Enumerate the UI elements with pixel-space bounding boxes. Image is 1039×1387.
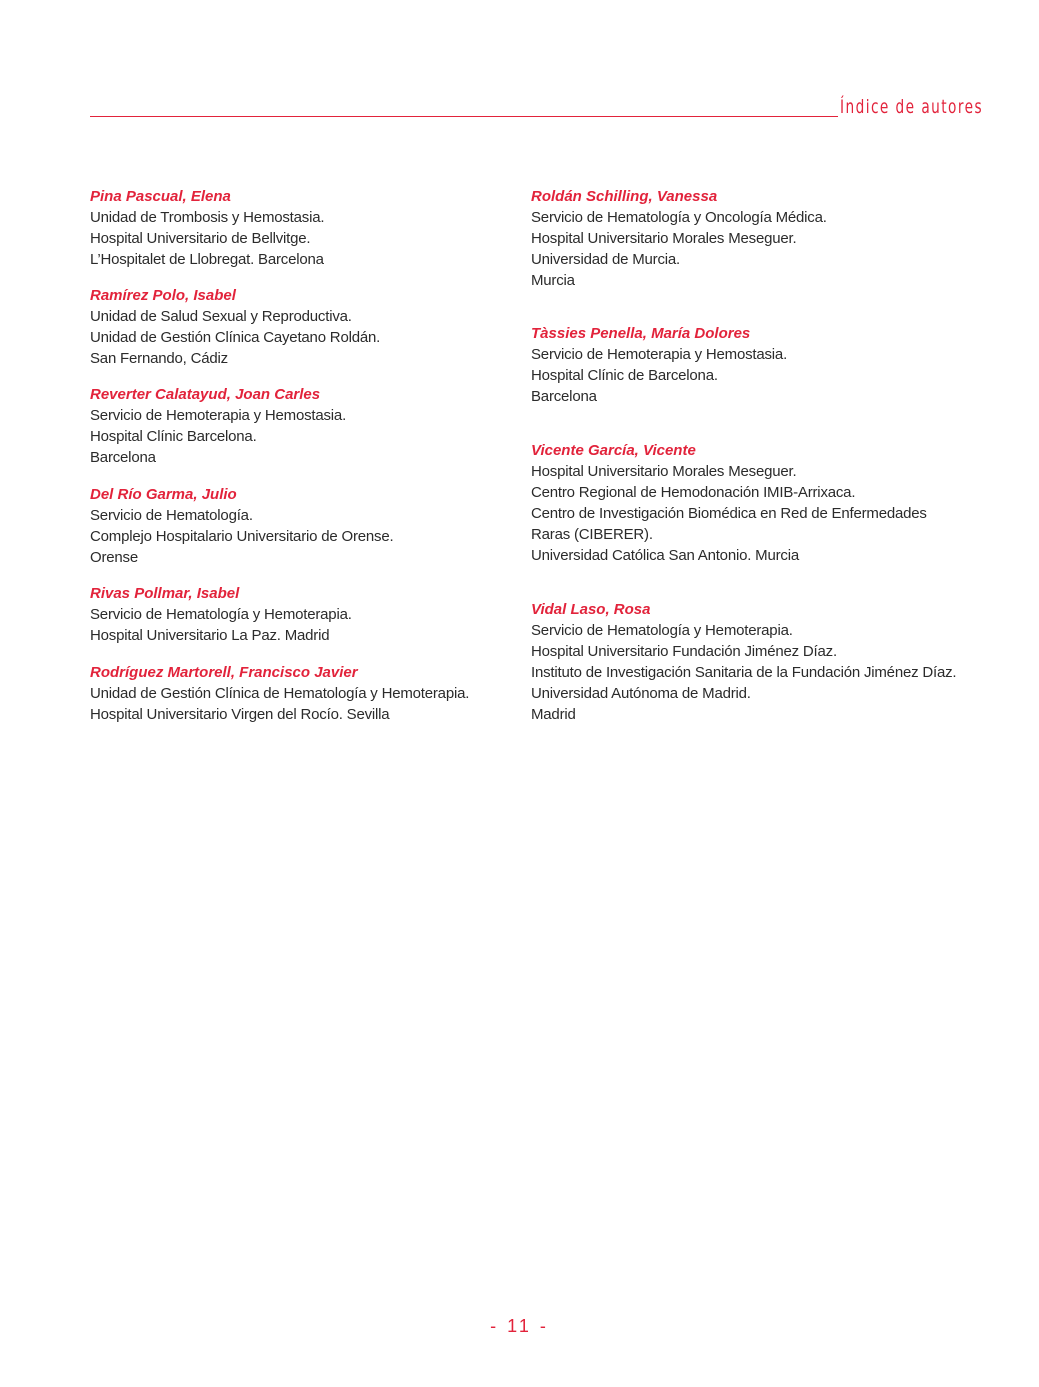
- author-name: Tàssies Penella, María Dolores: [531, 325, 751, 342]
- affiliation-line: Unidad de Trombosis y Hemostasia.: [90, 209, 325, 226]
- affiliation-line: Hospital Clínic Barcelona.: [90, 428, 257, 445]
- affiliation-line: Servicio de Hematología y Hemoterapia.: [90, 606, 352, 623]
- affiliation-line: Unidad de Gestión Clínica de Hematología y Hemoterapia.: [90, 685, 470, 702]
- author-entry: [90, 285, 380, 369]
- author-entry: [90, 662, 469, 725]
- affiliation-line: Servicio de Hemoterapia y Hemostasia.: [90, 407, 347, 424]
- affiliation-line: Hospital Universitario Morales Meseguer.: [531, 230, 797, 247]
- affiliation-line: Barcelona: [531, 388, 597, 405]
- affiliation-line: Hospital Universitario Virgen del Rocío. Sevilla: [90, 706, 390, 723]
- affiliation-line: Unidad de Gestión Clínica Cayetano Roldán.: [90, 329, 381, 346]
- affiliation-line: Hospital Universitario La Paz. Madrid: [90, 627, 330, 644]
- affiliation-line: Orense: [90, 549, 138, 566]
- author-name: Pina Pascual, Elena: [90, 188, 231, 205]
- affiliation-line: Instituto de Investigación Sanitaria de la Fundación Jiménez Díaz.: [531, 664, 957, 681]
- author-entry: [531, 323, 787, 407]
- affiliation-line: Centro de Investigación Biomédica en Red de Enfermedades: [531, 505, 927, 522]
- section-title: Índice de autores: [840, 96, 984, 118]
- author-entry: [90, 583, 352, 646]
- affiliation-line: Universidad de Murcia.: [531, 251, 680, 268]
- affiliation-line: Raras (CIBERER).: [531, 526, 653, 543]
- author-entry: [90, 484, 393, 568]
- author-entry: [90, 186, 324, 270]
- affiliation-line: Hospital Universitario de Bellvitge.: [90, 230, 311, 247]
- affiliation-line: L’Hospitalet de Llobregat. Barcelona: [90, 251, 324, 268]
- affiliation-line: Unidad de Salud Sexual y Reproductiva.: [90, 308, 352, 325]
- author-name: Ramírez Polo, Isabel: [90, 287, 236, 304]
- author-entry: [531, 599, 956, 725]
- affiliation-line: Universidad Autónoma de Madrid.: [531, 685, 751, 702]
- author-name: Roldán Schilling, Vanessa: [531, 188, 718, 205]
- affiliation-line: Servicio de Hematología.: [90, 507, 253, 524]
- header-rule: [90, 116, 838, 117]
- affiliation-line: Servicio de Hematología y Hemoterapia.: [531, 622, 793, 639]
- author-entry: [531, 440, 927, 566]
- affiliation-line: Hospital Clínic de Barcelona.: [531, 367, 718, 384]
- author-name: Rivas Pollmar, Isabel: [90, 585, 240, 602]
- affiliation-line: Hospital Universitario Fundación Jiménez Díaz.: [531, 643, 837, 660]
- author-name: Vidal Laso, Rosa: [531, 601, 651, 618]
- affiliation-line: Complejo Hospitalario Universitario de Orense.: [90, 528, 394, 545]
- author-name: Rodríguez Martorell, Francisco Javier: [90, 664, 358, 681]
- affiliation-line: Hospital Universitario Morales Meseguer.: [531, 463, 797, 480]
- affiliation-line: Murcia: [531, 272, 575, 289]
- affiliation-line: Universidad Católica San Antonio. Murcia: [531, 547, 799, 564]
- author-name: Del Río Garma, Julio: [90, 486, 237, 503]
- author-name: Vicente García, Vicente: [531, 442, 696, 459]
- author-entry: [531, 186, 827, 291]
- page-number: - 11 -: [490, 1316, 549, 1336]
- author-name: Reverter Calatayud, Joan Carles: [90, 386, 321, 403]
- affiliation-line: Madrid: [531, 706, 576, 723]
- affiliation-line: Centro Regional de Hemodonación IMIB-Arrixaca.: [531, 484, 856, 501]
- affiliation-line: Barcelona: [90, 449, 156, 466]
- affiliation-line: Servicio de Hemoterapia y Hemostasia.: [531, 346, 788, 363]
- author-entry: [90, 384, 346, 468]
- affiliation-line: Servicio de Hematología y Oncología Médica.: [531, 209, 827, 226]
- affiliation-line: San Fernando, Cádiz: [90, 350, 228, 367]
